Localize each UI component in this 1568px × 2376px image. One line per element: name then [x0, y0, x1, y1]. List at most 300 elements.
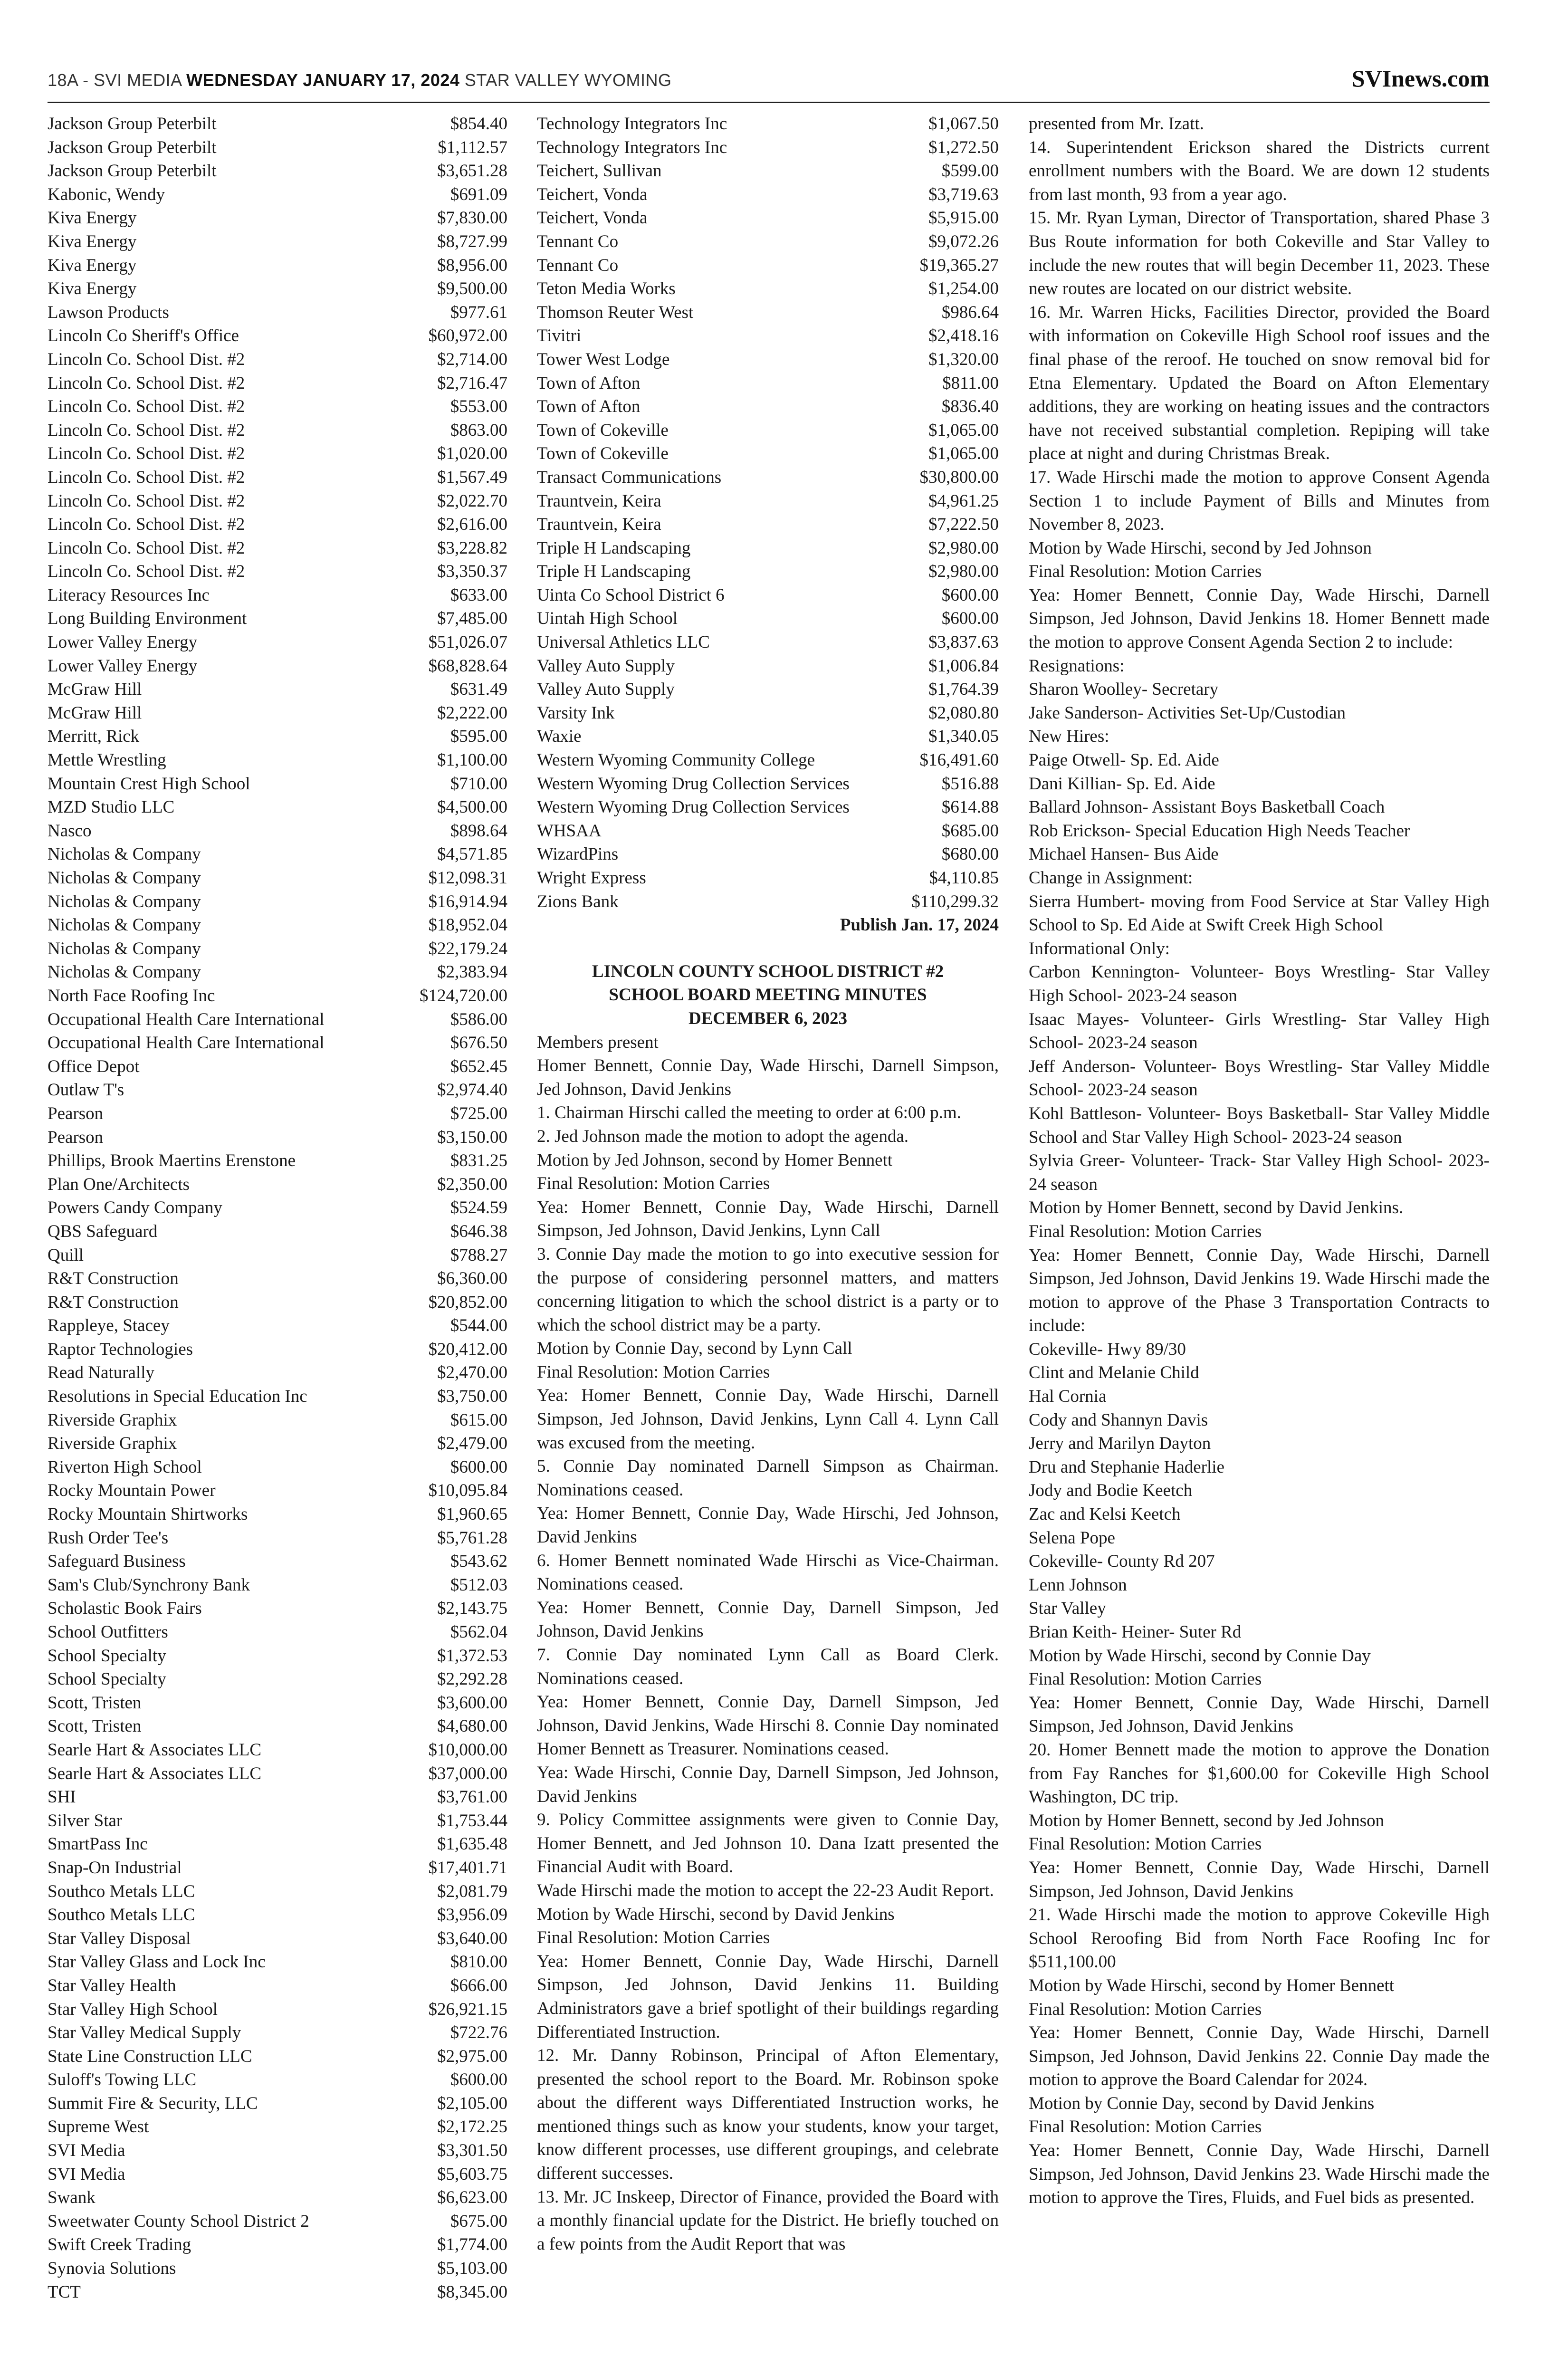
bill-row: [48, 159, 507, 183]
minutes-paragraph: Yea: Homer Bennett, Connie Day, Wade Hirschi, Darnell Simpson, Jed Johnson, David Jenkins 11. Building Administrators gave a brief spotlight of their buildings regarding Differentiated Instruction.: [537, 1951, 999, 2042]
amount: $5,603.75: [437, 2164, 507, 2184]
vendor-name: Teichert, Vonda: [537, 208, 648, 228]
minutes-paragraph: Final Resolution: Motion Carries: [1029, 1669, 1262, 1689]
amount: $10,095.84: [428, 1481, 507, 1501]
vendor-name: Office Depot: [48, 1056, 140, 1076]
vendor-name: Nicholas & Company: [48, 915, 201, 935]
amount: $6,360.00: [437, 1269, 507, 1289]
amount: $6,623.00: [437, 2188, 507, 2208]
vendor-name: Swift Creek Trading: [48, 2235, 191, 2255]
minutes-paragraph: Dru and Stephanie Haderlie: [1029, 1457, 1224, 1477]
bill-row: [48, 136, 507, 160]
bill-row: [48, 725, 507, 748]
minutes-paragraph: 12. Mr. Danny Robinson, Principal of Afton Elementary, presented the school report to the Board. Mr. Robinson spoke about the different ways Differentiated Instruction works, he mentioned things such as know your students, know your target, know different processes, use different groupings, and celebrate different successes.: [537, 2046, 999, 2184]
bill-row: [537, 254, 999, 278]
minutes-paragraph: Final Resolution: Motion Carries: [537, 1362, 770, 1382]
minutes-paragraph: Yea: Homer Bennett, Connie Day, Wade Hirschi, Darnell Simpson, Jed Johnson, David Jenkins 18. Homer Bennett made the motion to approve Consent Agenda Section 2 to include:: [1029, 585, 1490, 652]
bill-row: [48, 2233, 507, 2257]
bill-row: [537, 136, 999, 160]
amount: $5,915.00: [928, 208, 999, 228]
amount: $3,301.50: [437, 2141, 507, 2161]
vendor-name: Technology Integrators Inc: [537, 114, 727, 134]
bills-column-2: [537, 112, 999, 913]
vendor-name: Triple H Landscaping: [537, 538, 691, 558]
amount: $3,600.00: [437, 1693, 507, 1713]
amount: $8,956.00: [437, 255, 507, 275]
amount: $8,345.00: [437, 2282, 507, 2302]
vendor-name: Waxie: [537, 727, 582, 747]
minutes-paragraph: Cody and Shannyn Davis: [1029, 1410, 1208, 1430]
vendor-name: Searle Hart & Associates LLC: [48, 1763, 262, 1783]
bill-row: [48, 1008, 507, 1032]
bill-row: [48, 1738, 507, 1762]
vendor-name: SHI: [48, 1787, 76, 1807]
vendor-name: Silver Star: [48, 1811, 123, 1830]
minutes-paragraph: Yea: Homer Bennett, Connie Day, Wade Hirschi, Darnell Simpson, Jed Johnson, David Jenkins: [1029, 1693, 1490, 1736]
amount: $1,020.00: [437, 444, 507, 464]
minutes-paragraph: Star Valley: [1029, 1599, 1106, 1619]
bill-row: [48, 324, 507, 348]
minutes-paragraph: 13. Mr. JC Inskeep, Director of Finance, provided the Board with a monthly financial update for the District. He briefly touched on a few points from the Audit Report that was: [537, 2187, 999, 2254]
vendor-name: McGraw Hill: [48, 703, 142, 723]
minutes-paragraph: Jeff Anderson- Volunteer- Boys Wrestling- Star Valley Middle School- 2023-24 season: [1029, 1056, 1490, 1100]
vendor-name: SVI Media: [48, 2141, 125, 2161]
vendor-name: Lincoln Co. School Dist. #2: [48, 515, 245, 535]
minutes-paragraph: Hal Cornia: [1029, 1387, 1107, 1407]
site-name: SVInews.com: [1351, 65, 1490, 92]
bill-row: [48, 701, 507, 725]
bill-row: [48, 2068, 507, 2092]
amount: $3,837.63: [928, 632, 999, 652]
minutes-paragraph: Homer Bennett, Connie Day, Wade Hirschi, Darnell Simpson, Jed Johnson, David Jenkins: [537, 1056, 999, 1099]
minutes-paragraph: Rob Erickson- Special Education High Needs Teacher: [1029, 821, 1410, 841]
minutes-paragraph: Brian Keith- Heiner- Suter Rd: [1029, 1622, 1242, 1642]
amount: $1,960.65: [437, 1504, 507, 1524]
amount: $19,365.27: [919, 255, 999, 275]
amount: $3,228.82: [437, 538, 507, 558]
amount: $676.50: [450, 1033, 507, 1053]
amount: $2,975.00: [437, 2046, 507, 2066]
amount: $633.00: [450, 585, 507, 605]
vendor-name: Scott, Tristen: [48, 1716, 142, 1736]
vendor-name: Riverside Graphix: [48, 1434, 177, 1454]
minutes-paragraph: Motion by Connie Day, second by David Jenkins: [1029, 2093, 1375, 2113]
vendor-name: Nicholas & Company: [48, 962, 201, 982]
vendor-name: Kabonic, Wendy: [48, 184, 165, 204]
minutes-paragraph: 20. Homer Bennett made the motion to approve the Donation from Fay Ranches for $1,600.00 for Cokeville High School Washington, DC trip.: [1029, 1740, 1490, 1807]
amount: $30,800.00: [919, 467, 999, 487]
bill-row: [48, 2115, 507, 2139]
bill-row: [48, 960, 507, 984]
amount: $26,921.15: [428, 1999, 507, 2019]
vendor-name: Star Valley Glass and Lock Inc: [48, 1952, 266, 1972]
amount: $4,500.00: [437, 797, 507, 817]
amount: $2,470.00: [437, 1363, 507, 1383]
amount: $124,720.00: [420, 986, 507, 1006]
vendor-name: Merritt, Rick: [48, 727, 140, 747]
vendor-name: Lincoln Co. School Dist. #2: [48, 373, 245, 393]
bill-row: [537, 701, 999, 725]
amount: $631.49: [450, 680, 507, 699]
bill-row: [537, 395, 999, 419]
minutes-paragraph: Selena Pope: [1029, 1528, 1115, 1548]
vendor-name: Uinta Co School District 6: [537, 585, 725, 605]
amount: $898.64: [450, 821, 507, 841]
vendor-name: Resolutions in Special Education Inc: [48, 1387, 307, 1407]
amount: $2,479.00: [437, 1434, 507, 1454]
vendor-name: Town of Afton: [537, 373, 641, 393]
vendor-name: Lincoln Co. School Dist. #2: [48, 444, 245, 464]
bill-row: [537, 654, 999, 678]
bill-row: [48, 560, 507, 584]
amount: $543.62: [450, 1552, 507, 1571]
vendor-name: Town of Cokeville: [537, 444, 669, 464]
minutes-paragraph: Members present: [537, 1032, 659, 1052]
bill-row: [48, 913, 507, 937]
bill-row: [537, 112, 999, 136]
bill-row: [48, 890, 507, 914]
bill-row: [48, 206, 507, 230]
bill-row: [48, 537, 507, 560]
bill-row: [48, 1220, 507, 1244]
amount: $2,292.28: [437, 1669, 507, 1689]
vendor-name: Western Wyoming Community College: [537, 750, 815, 770]
bill-row: [48, 1785, 507, 1809]
bill-row: [48, 1338, 507, 1361]
bill-row: [48, 1196, 507, 1220]
amount: $4,680.00: [437, 1716, 507, 1736]
amount: $1,340.05: [928, 727, 999, 747]
bill-row: [48, 254, 507, 278]
vendor-name: Rocky Mountain Power: [48, 1481, 216, 1501]
bill-row: [48, 442, 507, 466]
bill-row: [48, 348, 507, 372]
vendor-name: Lincoln Co Sheriff's Office: [48, 326, 239, 346]
minutes-paragraph: Yea: Homer Bennett, Connie Day, Darnell Simpson, Jed Johnson, David Jenkins, Wade Hirschi 8. Connie Day nominated Homer Bennett as Treasurer. Nominations ceased.: [537, 1692, 999, 1759]
amount: $18,952.04: [428, 915, 507, 935]
vendor-name: Nicholas & Company: [48, 868, 201, 888]
vendor-name: Southco Metals LLC: [48, 1881, 195, 1901]
vendor-name: R&T Construction: [48, 1292, 179, 1312]
minutes-text-column-2: [537, 1031, 999, 2256]
vendor-name: North Face Roofing Inc: [48, 986, 215, 1006]
amount: $2,616.00: [437, 515, 507, 535]
vendor-name: Nicholas & Company: [48, 939, 201, 958]
minutes-paragraph: Dani Killian- Sp. Ed. Aide: [1029, 774, 1215, 794]
amount: $986.64: [941, 302, 999, 322]
bill-row: [48, 795, 507, 819]
amount: $2,172.25: [437, 2117, 507, 2137]
amount: $2,080.80: [928, 703, 999, 723]
vendor-name: Read Naturally: [48, 1363, 154, 1383]
bill-row: [48, 1126, 507, 1150]
amount: $9,072.26: [928, 231, 999, 251]
bill-row: [48, 843, 507, 866]
bill-row: [48, 1832, 507, 1856]
vendor-name: Star Valley Health: [48, 1975, 176, 1995]
publication-name: SVI MEDIA: [94, 70, 182, 90]
minutes-paragraph: Yea: Homer Bennett, Connie Day, Wade Hirschi, Darnell Simpson, Jed Johnson, David Jenkins, Lynn Call 4. Lynn Call was excused from the meeting.: [537, 1386, 999, 1453]
minutes-paragraph: Cokeville- Hwy 89/30: [1029, 1339, 1186, 1359]
amount: $4,571.85: [437, 844, 507, 864]
amount: $1,067.50: [928, 114, 999, 134]
bill-row: [48, 1762, 507, 1786]
amount: $1,567.49: [437, 467, 507, 487]
amount: $2,350.00: [437, 1174, 507, 1194]
vendor-name: Occupational Health Care International: [48, 1033, 325, 1053]
vendor-name: Tennant Co: [537, 255, 619, 275]
vendor-name: Supreme West: [48, 2117, 149, 2137]
bill-row: [48, 984, 507, 1008]
amount: $4,110.85: [929, 868, 999, 888]
bill-row: [537, 795, 999, 819]
vendor-name: Kiva Energy: [48, 279, 137, 299]
amount: $512.03: [450, 1575, 507, 1595]
minutes-text-column-3: [1029, 112, 1490, 2210]
minutes-paragraph: 9. Policy Committee assignments were given to Connie Day, Homer Bennett, and Jed Johnson 10. Dana Izatt presented the Financial Audit with Board.: [537, 1810, 999, 1877]
vendor-name: Teichert, Vonda: [537, 184, 648, 204]
bill-row: [48, 584, 507, 607]
amount: $2,383.94: [437, 962, 507, 982]
vendor-name: Universal Athletics LLC: [537, 632, 710, 652]
minutes-paragraph: Motion by Homer Bennett, second by Jed Johnson: [1029, 1811, 1385, 1830]
bill-row: [537, 277, 999, 301]
amount: $788.27: [450, 1245, 507, 1265]
vendor-name: Lincoln Co. School Dist. #2: [48, 349, 245, 369]
amount: $3,750.00: [437, 1387, 507, 1407]
bill-row: [48, 372, 507, 395]
vendor-name: Raptor Technologies: [48, 1339, 193, 1359]
minutes-paragraph: Ballard Johnson- Assistant Boys Basketball Coach: [1029, 797, 1385, 817]
bill-row: [48, 631, 507, 654]
bill-row: [48, 1408, 507, 1432]
bill-row: [48, 2045, 507, 2069]
minutes-paragraph: Motion by Wade Hirschi, second by Homer Bennett: [1029, 1975, 1395, 1995]
vendor-name: SVI Media: [48, 2164, 125, 2184]
bill-row: [537, 748, 999, 772]
bill-row: [48, 1361, 507, 1385]
amount: $1,764.39: [928, 680, 999, 699]
vendor-name: Swank: [48, 2188, 96, 2208]
amount: $811.00: [942, 373, 999, 393]
bill-row: [48, 1691, 507, 1715]
bill-row: [537, 607, 999, 631]
vendor-name: Zions Bank: [537, 891, 619, 911]
bill-row: [48, 183, 507, 207]
amount: $562.04: [450, 1622, 507, 1642]
vendor-name: Outlaw T's: [48, 1080, 124, 1100]
amount: $2,714.00: [437, 349, 507, 369]
bill-row: [48, 2021, 507, 2045]
bill-row: [48, 1880, 507, 1904]
amount: $20,412.00: [428, 1339, 507, 1359]
amount: $110,299.32: [911, 891, 999, 911]
location: STAR VALLEY WYOMING: [464, 70, 672, 90]
bill-row: [48, 1078, 507, 1102]
minutes-paragraph: 3. Connie Day made the motion to go into executive session for the purpose of considering personnel matters, and matters concerning litigation to which the school district is a party or to which the school district may be a party.: [537, 1244, 999, 1335]
vendor-name: Occupational Health Care International: [48, 1009, 325, 1029]
bill-row: [48, 1267, 507, 1291]
minutes-paragraph: presented from Mr. Izatt.: [1029, 114, 1204, 134]
amount: $5,103.00: [437, 2259, 507, 2279]
bill-row: [48, 1903, 507, 1927]
bill-row: [537, 537, 999, 560]
minutes-title-line: SCHOOL BOARD MEETING MINUTES: [609, 985, 927, 1005]
bill-row: [537, 466, 999, 489]
bill-row: [48, 2139, 507, 2163]
amount: $3,350.37: [437, 562, 507, 582]
vendor-name: Triple H Landscaping: [537, 562, 691, 582]
amount: $9,500.00: [437, 279, 507, 299]
bill-row: [537, 442, 999, 466]
amount: $16,914.94: [428, 891, 507, 911]
vendor-name: Snap-On Industrial: [48, 1858, 182, 1878]
minutes-paragraph: Final Resolution: Motion Carries: [1029, 2117, 1262, 2137]
bill-row: [48, 2092, 507, 2116]
vendor-name: Lincoln Co. School Dist. #2: [48, 491, 245, 511]
vendor-name: Lincoln Co. School Dist. #2: [48, 538, 245, 558]
bill-row: [48, 1385, 507, 1408]
bill-row: [48, 2186, 507, 2210]
vendor-name: Wright Express: [537, 868, 646, 888]
vendor-name: Kiva Energy: [48, 231, 137, 251]
bill-row: [537, 301, 999, 325]
bill-row: [48, 937, 507, 961]
amount: $854.40: [450, 114, 507, 134]
vendor-name: Star Valley Medical Supply: [48, 2023, 241, 2043]
vendor-name: SmartPass Inc: [48, 1834, 148, 1854]
vendor-name: Tennant Co: [537, 231, 619, 251]
minutes-paragraph: Jody and Bodie Keetch: [1029, 1481, 1193, 1501]
vendor-name: Teton Media Works: [537, 279, 676, 299]
bill-row: [48, 1244, 507, 1267]
amount: $2,105.00: [437, 2093, 507, 2113]
amount: $600.00: [450, 2070, 507, 2090]
amount: $710.00: [450, 774, 507, 794]
bill-row: [48, 466, 507, 489]
vendor-name: Jackson Group Peterbilt: [48, 114, 217, 134]
vendor-name: Lawson Products: [48, 302, 169, 322]
bill-row: [48, 1173, 507, 1197]
amount: $831.25: [450, 1151, 507, 1171]
header-left: 18A - SVI MEDIA WEDNESDAY JANUARY 17, 2024 STAR VALLEY WYOMING: [48, 70, 672, 90]
minutes-paragraph: Sierra Humbert- moving from Food Service at Star Valley High School to Sp. Ed Aide at Swift Creek High School: [1029, 891, 1490, 935]
vendor-name: Lower Valley Energy: [48, 632, 198, 652]
vendor-name: School Outfitters: [48, 1622, 168, 1642]
bill-row: [537, 631, 999, 654]
vendor-name: Tivitri: [537, 326, 582, 346]
amount: $16,491.60: [919, 750, 999, 770]
amount: $524.59: [450, 1198, 507, 1218]
vendor-name: Transact Communications: [537, 467, 722, 487]
minutes-paragraph: 2. Jed Johnson made the motion to adopt the agenda.: [537, 1126, 908, 1146]
bill-row: [48, 2257, 507, 2280]
vendor-name: Searle Hart & Associates LLC: [48, 1740, 262, 1760]
vendor-name: School Specialty: [48, 1646, 166, 1666]
vendor-name: Lower Valley Energy: [48, 656, 198, 676]
amount: $1,774.00: [437, 2235, 507, 2255]
amount: $646.38: [450, 1221, 507, 1241]
bill-row: [537, 489, 999, 513]
issue-date: WEDNESDAY JANUARY 17, 2024: [186, 70, 460, 90]
vendor-name: Long Building Environment: [48, 609, 247, 629]
bill-row: [537, 584, 999, 607]
bill-row: [48, 1031, 507, 1055]
minutes-paragraph: Informational Only:: [1029, 939, 1170, 958]
minutes-heading: [537, 960, 999, 1031]
minutes-paragraph: 16. Mr. Warren Hicks, Facilities Director, provided the Board with information on Cokeville High School roof issues and the final phase of the reroof. He touched on snow removal bid for Etna Elementary. Updated the Board on Afton Elementary additions, they are working on heating issues and the contractors have not received substantial completion. Repiping will take place at night and during Christmas Break.: [1029, 302, 1490, 464]
amount: $5,761.28: [437, 1528, 507, 1548]
minutes-paragraph: Final Resolution: Motion Carries: [1029, 1999, 1262, 2019]
bill-row: [537, 230, 999, 254]
vendor-name: Trauntvein, Keira: [537, 491, 661, 511]
vendor-name: WHSAA: [537, 821, 602, 841]
minutes-paragraph: Sharon Woolley- Secretary: [1029, 680, 1219, 699]
bills-column-1: [48, 112, 507, 2304]
bill-row: [48, 819, 507, 843]
vendor-name: Nasco: [48, 821, 92, 841]
amount: $516.88: [941, 774, 999, 794]
minutes-paragraph: 17. Wade Hirschi made the motion to approve Consent Agenda Section 1 to include Payment of Bills and Minutes from November 8, 2023.: [1029, 467, 1490, 535]
minutes-paragraph: Jerry and Marilyn Dayton: [1029, 1434, 1211, 1454]
vendor-name: Synovia Solutions: [48, 2259, 176, 2279]
vendor-name: Powers Candy Company: [48, 1198, 222, 1218]
amount: $600.00: [941, 585, 999, 605]
minutes-paragraph: Motion by Wade Hirschi, second by David Jenkins: [537, 1904, 895, 1924]
vendor-name: Uintah High School: [537, 609, 678, 629]
bill-row: [48, 1291, 507, 1314]
bill-row: [48, 1998, 507, 2022]
bill-row: [48, 112, 507, 136]
column-2: [537, 112, 999, 2256]
minutes-paragraph: 14. Superintendent Erickson shared the Districts current enrollment numbers with the Board. We are down 12 students from last month, 93 from a year ago.: [1029, 137, 1490, 204]
vendor-name: Pearson: [48, 1103, 104, 1123]
minutes-paragraph: Motion by Connie Day, second by Lynn Call: [537, 1339, 852, 1359]
bill-row: [48, 1950, 507, 1974]
vendor-name: Valley Auto Supply: [537, 656, 675, 676]
bill-row: [48, 1479, 507, 1503]
vendor-name: Quill: [48, 1245, 84, 1265]
minutes-title-line: LINCOLN COUNTY SCHOOL DISTRICT #2: [592, 961, 944, 981]
minutes-paragraph: Final Resolution: Motion Carries: [537, 1928, 770, 1948]
minutes-paragraph: Lenn Johnson: [1029, 1575, 1127, 1595]
bill-row: [48, 1597, 507, 1620]
bill-row: [48, 419, 507, 442]
vendor-name: Valley Auto Supply: [537, 680, 675, 699]
vendor-name: Phillips, Brook Maertins Erenstone: [48, 1151, 296, 1171]
minutes-paragraph: Zac and Kelsi Keetch: [1029, 1504, 1181, 1524]
amount: $37,000.00: [428, 1763, 507, 1783]
amount: $7,830.00: [437, 208, 507, 228]
minutes-paragraph: Motion by Wade Hirschi, second by Jed Johnson: [1029, 538, 1372, 558]
amount: $1,320.00: [928, 349, 999, 369]
minutes-paragraph: Yea: Homer Bennett, Connie Day, Wade Hirschi, Darnell Simpson, Jed Johnson, David Jenkins 23. Wade Hirschi made the motion to approve the Tires, Fluids, and Fuel bids as presented.: [1029, 2141, 1490, 2208]
minutes-paragraph: Motion by Jed Johnson, second by Homer Bennett: [537, 1150, 893, 1170]
bill-row: [537, 819, 999, 843]
vendor-name: Mettle Wrestling: [48, 750, 166, 770]
bill-row: [48, 1456, 507, 1479]
amount: $691.09: [450, 184, 507, 204]
amount: $722.76: [450, 2023, 507, 2043]
vendor-name: Star Valley Disposal: [48, 1928, 191, 1948]
minutes-paragraph: Yea: Homer Bennett, Connie Day, Wade Hirschi, Darnell Simpson, Jed Johnson, David Jenkins 19. Wade Hirschi made the motion to approve of the Phase 3 Transportation Contracts to include:: [1029, 1245, 1490, 1336]
amount: $2,980.00: [928, 562, 999, 582]
amount: $2,143.75: [437, 1599, 507, 1619]
bill-row: [48, 277, 507, 301]
minutes-paragraph: Yea: Homer Bennett, Connie Day, Wade Hirschi, Darnell Simpson, Jed Johnson, David Jenkins: [1029, 1858, 1490, 1901]
bill-row: [48, 1503, 507, 1526]
bill-row: [537, 772, 999, 796]
